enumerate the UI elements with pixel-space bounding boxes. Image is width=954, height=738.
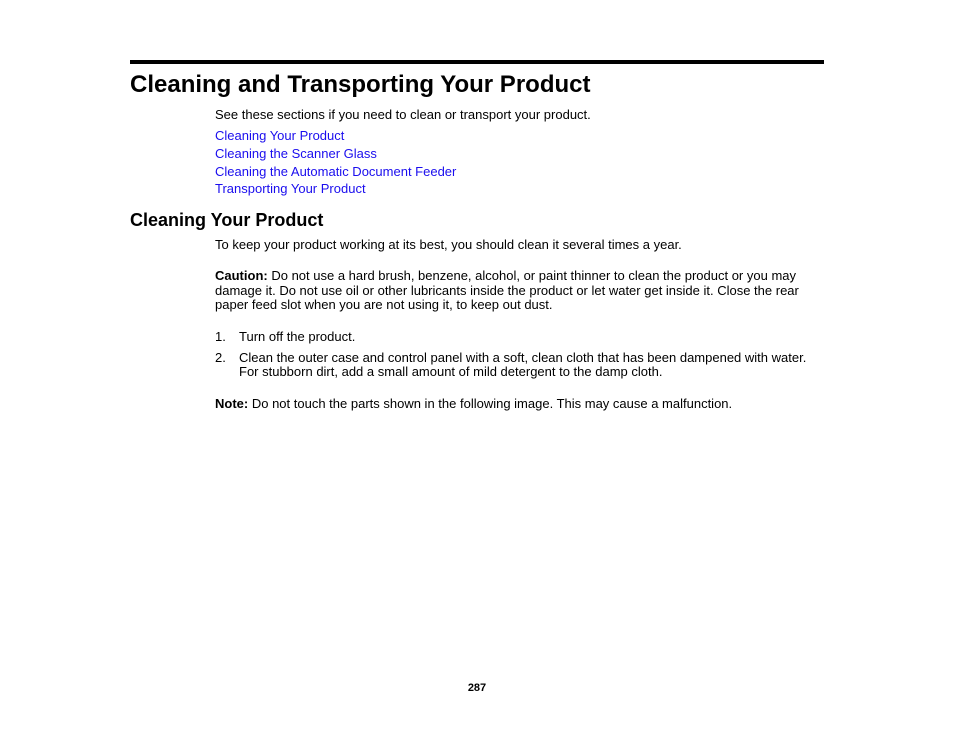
section-heading: Cleaning Your Product [130, 210, 324, 230]
caution-line: paper feed slot when you are not using it, to keep out dust. [215, 297, 553, 312]
caution-text: Do not use a hard brush, benzene, alcohol, or paint thinner to clean the product or you may [271, 268, 797, 283]
note-text: Do not touch the parts shown in the following image. This may cause a malfunction. [251, 396, 733, 411]
page-title: Cleaning and Transporting Your Product [130, 71, 591, 98]
step-number: 2. [215, 350, 226, 365]
link-cleaning-scanner-glass[interactable]: Cleaning the Scanner Glass [215, 146, 377, 161]
note-line [215, 396, 825, 411]
page-number: 287 [467, 682, 487, 694]
caution-label: Caution: [215, 268, 268, 283]
title-rule [130, 60, 824, 64]
section-intro: To keep your product working at its best, you should clean it several times a year. [215, 237, 682, 252]
link-cleaning-your-product[interactable]: Cleaning Your Product [215, 128, 345, 143]
link-transporting-your-product[interactable]: Transporting Your Product [215, 181, 366, 196]
caution-line [215, 268, 825, 283]
note-label: Note: [215, 396, 249, 411]
step-text: For stubborn dirt, add a small amount of mild detergent to the damp cloth. [239, 364, 663, 379]
step-text: Clean the outer case and control panel with a soft, clean cloth that has been dampened with water. [239, 350, 807, 365]
link-cleaning-adf[interactable]: Cleaning the Automatic Document Feeder [215, 164, 457, 179]
caution-line: damage it. Do not use oil or other lubricants inside the product or let water get inside it. Close the rear [215, 283, 799, 298]
intro-text: See these sections if you need to clean or transport your product. [215, 107, 591, 122]
step-number: 1. [215, 329, 226, 344]
step-text: Turn off the product. [239, 329, 356, 344]
